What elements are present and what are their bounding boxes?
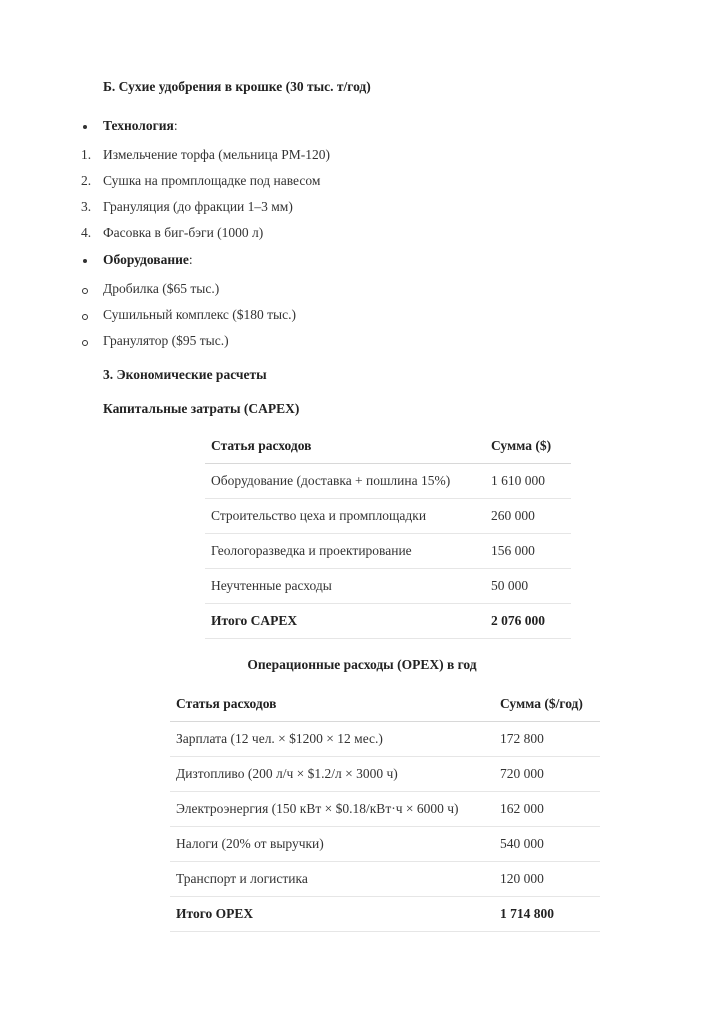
table-row [170,722,600,757]
bullet-circle-icon [82,340,88,346]
equipment-item: Дробилка ($65 тыс.) [103,281,220,296]
bullet-disc-icon [83,259,87,263]
table-cell: Зарплата (12 чел. × $1200 × 12 мес.) [170,722,494,757]
equipment-label: Оборудование [103,252,189,267]
bullet-disc-icon [83,125,87,129]
section-3-title: 3. Экономические расчеты [103,367,267,382]
table-cell: 260 000 [485,499,571,534]
table-row [170,757,600,792]
table-cell: Строительство цеха и промплощадки [205,499,485,534]
technology-label: Технология [103,118,174,133]
table-cell: Электроэнергия (150 кВт × $0.18/кВт·ч × 6000 ч) [170,792,494,827]
table-cell: 120 000 [494,862,600,897]
column-header: Статья расходов [170,687,494,722]
section-b-title: Б. Сухие удобрения в крошке (30 тыс. т/год) [103,79,371,94]
equipment-item: Сушильный комплекс ($180 тыс.) [103,307,296,322]
step-text: Измельчение торфа (мельница РМ-120) [103,147,330,162]
step-text: Сушка на промплощадке под навесом [103,173,321,188]
capex-title: Капитальные затраты (CAPEX) [103,401,300,416]
bullet-circle-icon [82,288,88,294]
table-cell: Неучтенные расходы [205,569,485,604]
table-row [170,792,600,827]
table-cell: Дизтопливо (200 л/ч × $1.2/л × 3000 ч) [170,757,494,792]
opex-title: Операционные расходы (OPEX) в год [247,657,477,672]
table-total-row [170,897,600,932]
table-row [205,464,571,499]
step-number: 2. [81,173,92,188]
technology-heading [103,118,178,134]
table-cell: 540 000 [494,827,600,862]
table-cell: 50 000 [485,569,571,604]
table-cell: 1 610 000 [485,464,571,499]
column-header: Сумма ($) [485,429,571,464]
table-cell: Итого CAPEX [205,604,485,639]
capex-table [205,429,571,639]
step-number: 1. [81,147,92,162]
table-cell: 172 800 [494,722,600,757]
table-row [170,827,600,862]
table-cell: 156 000 [485,534,571,569]
table-header-row [170,687,600,722]
table-row [205,534,571,569]
table-cell: 720 000 [494,757,600,792]
column-header: Сумма ($/год) [494,687,600,722]
equipment-heading [103,252,193,268]
step-text: Фасовка в биг-бэги (1000 л) [103,225,264,240]
column-header: Статья расходов [205,429,485,464]
table-cell: Геологоразведка и проектирование [205,534,485,569]
table-total-row [205,604,571,639]
equipment-colon: : [188,252,193,267]
equipment-item: Гранулятор ($95 тыс.) [103,333,229,348]
table-cell: 1 714 800 [494,897,600,932]
technology-colon: : [173,118,178,133]
table-cell: Налоги (20% от выручки) [170,827,494,862]
table-cell: 162 000 [494,792,600,827]
step-number: 3. [81,199,92,214]
table-row [170,862,600,897]
table-cell: Итого OPEX [170,897,494,932]
table-row [205,499,571,534]
bullet-circle-icon [82,314,88,320]
table-row [205,569,571,604]
step-text: Грануляция (до фракции 1–3 мм) [103,199,293,214]
opex-table [170,687,600,932]
step-number: 4. [81,225,92,240]
table-header-row [205,429,571,464]
table-cell: Транспорт и логистика [170,862,494,897]
table-cell: Оборудование (доставка + пошлина 15%) [205,464,485,499]
table-cell: 2 076 000 [485,604,571,639]
